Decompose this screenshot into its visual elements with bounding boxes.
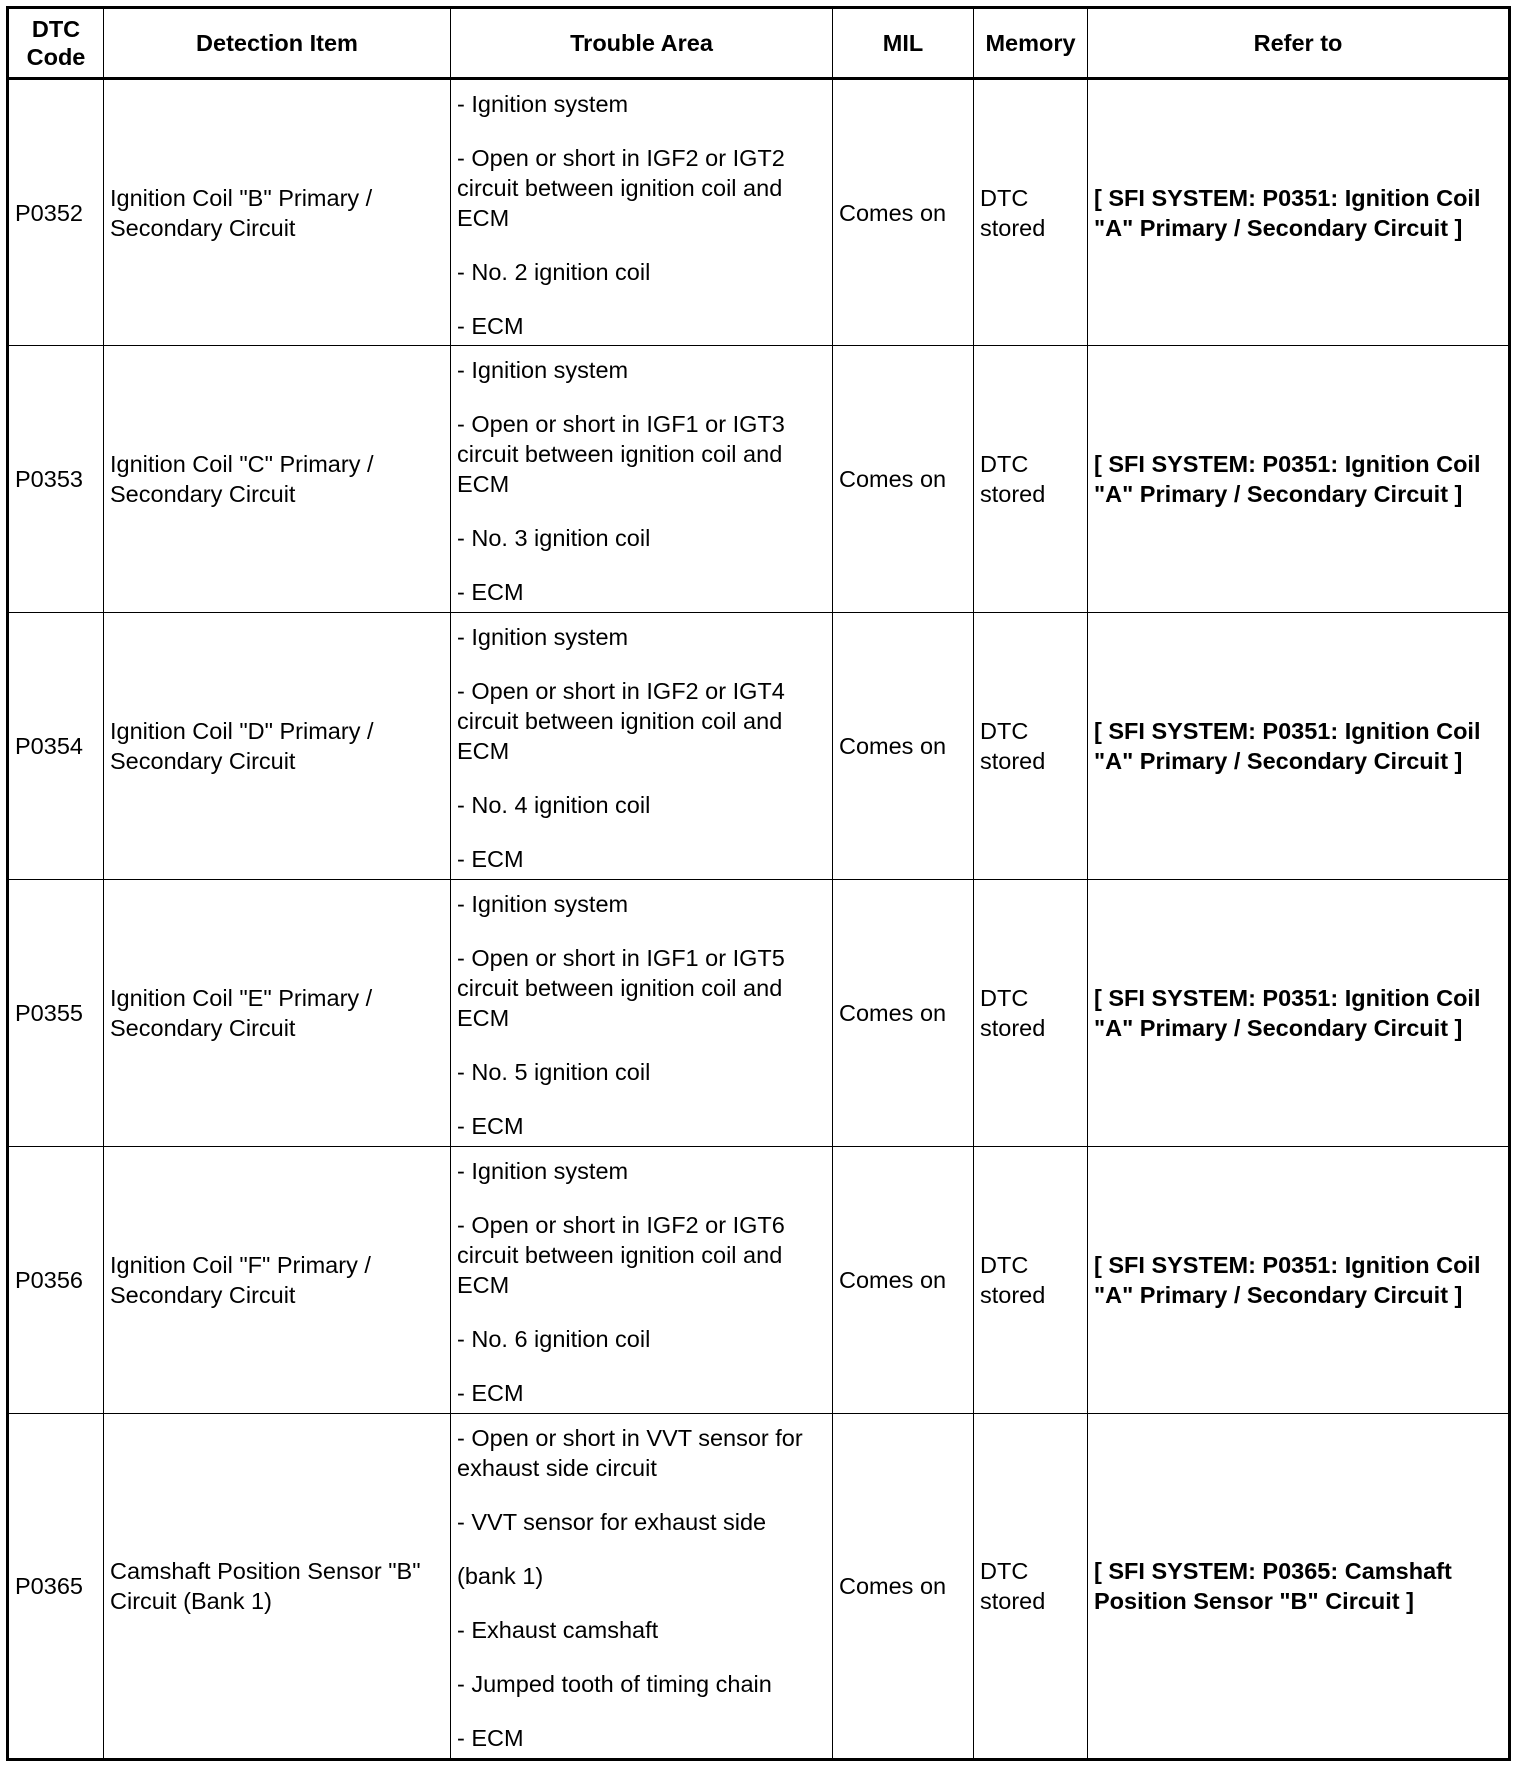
header-detection-item: Detection Item xyxy=(104,8,451,79)
header-row xyxy=(8,8,1510,79)
trouble-area-item: - Jumped tooth of timing chain xyxy=(457,1671,772,1697)
dtc-code-cell: P0353 xyxy=(8,346,104,613)
detection-item-cell: Ignition Coil "F" Primary / Secondary Circuit xyxy=(104,1147,451,1414)
refer-to-link[interactable]: [ SFI SYSTEM: P0351: Ignition Coil "A" Primary / Secondary Circuit ] xyxy=(1094,184,1481,241)
trouble-area-item: - Ignition system xyxy=(457,1158,629,1184)
trouble-area-item: - Open or short in IGF2 or IGT4 circuit between ignition coil and ECM xyxy=(457,678,785,764)
trouble-area-item: - No. 4 ignition coil xyxy=(457,792,651,818)
mil-cell: Comes on xyxy=(833,1147,974,1414)
table-row xyxy=(8,1414,1510,1760)
header-trouble-area: Trouble Area xyxy=(451,8,833,79)
memory-cell: DTC stored xyxy=(974,1147,1088,1414)
detection-item-cell: Ignition Coil "B" Primary / Secondary Circuit xyxy=(104,79,451,346)
table-row xyxy=(8,1147,1510,1414)
trouble-area-item: - ECM xyxy=(457,1725,524,1751)
dtc-code-cell: P0352 xyxy=(8,79,104,346)
trouble-area-list xyxy=(457,1423,826,1753)
refer-to-cell xyxy=(1088,880,1510,1147)
trouble-area-item: - ECM xyxy=(457,579,524,605)
refer-to-link[interactable]: [ SFI SYSTEM: P0351: Ignition Coil "A" Primary / Secondary Circuit ] xyxy=(1094,985,1481,1041)
trouble-area-cell xyxy=(451,1147,833,1414)
detection-item-cell: Ignition Coil "C" Primary / Secondary Circuit xyxy=(104,346,451,613)
trouble-area-item: - Ignition system xyxy=(457,357,629,383)
refer-to-link[interactable]: [ SFI SYSTEM: P0365: Camshaft Position Sensor "B" Circuit ] xyxy=(1094,1558,1452,1614)
dtc-code-cell: P0354 xyxy=(8,613,104,880)
mil-cell: Comes on xyxy=(833,880,974,1147)
trouble-area-item: - Open or short in IGF2 or IGT6 circuit between ignition coil and ECM xyxy=(457,1212,785,1298)
table-row xyxy=(8,79,1510,346)
trouble-area-item: - Ignition system xyxy=(457,624,629,650)
mil-cell: Comes on xyxy=(833,79,974,346)
trouble-area-item: - Ignition system xyxy=(457,90,629,117)
refer-to-cell xyxy=(1088,79,1510,346)
trouble-area-cell xyxy=(451,613,833,880)
memory-cell: DTC stored xyxy=(974,1414,1088,1760)
table-body xyxy=(8,79,1510,1760)
refer-to-link[interactable]: [ SFI SYSTEM: P0351: Ignition Coil "A" Primary / Secondary Circuit ] xyxy=(1094,451,1481,507)
detection-item-cell: Camshaft Position Sensor "B" Circuit (Bank 1) xyxy=(104,1414,451,1760)
detection-item-cell: Ignition Coil "E" Primary / Secondary Circuit xyxy=(104,880,451,1147)
trouble-area-item: - No. 2 ignition coil xyxy=(457,258,651,285)
mil-cell: Comes on xyxy=(833,1414,974,1760)
dtc-code-cell: P0365 xyxy=(8,1414,104,1760)
table-row xyxy=(8,346,1510,613)
trouble-area-cell xyxy=(451,346,833,613)
trouble-area-item: (bank 1) xyxy=(457,1563,544,1589)
memory-cell: DTC stored xyxy=(974,346,1088,613)
trouble-area-cell xyxy=(451,880,833,1147)
dtc-code-cell: P0356 xyxy=(8,1147,104,1414)
trouble-area-cell xyxy=(451,1414,833,1760)
header-mil: MIL xyxy=(833,8,974,79)
memory-cell: DTC stored xyxy=(974,79,1088,346)
trouble-area-list xyxy=(457,889,826,1141)
detection-item-cell: Ignition Coil "D" Primary / Secondary Circuit xyxy=(104,613,451,880)
refer-to-link[interactable]: [ SFI SYSTEM: P0351: Ignition Coil "A" Primary / Secondary Circuit ] xyxy=(1094,1252,1481,1308)
refer-to-cell xyxy=(1088,1147,1510,1414)
trouble-area-item: - ECM xyxy=(457,1113,524,1139)
dtc-table xyxy=(6,6,1511,1761)
table-row xyxy=(8,880,1510,1147)
refer-to-link[interactable]: [ SFI SYSTEM: P0351: Ignition Coil "A" Primary / Secondary Circuit ] xyxy=(1094,718,1481,774)
header-memory: Memory xyxy=(974,8,1088,79)
trouble-area-item: - Ignition system xyxy=(457,891,629,917)
trouble-area-list xyxy=(457,1156,826,1408)
header-refer-to: Refer to xyxy=(1088,8,1510,79)
trouble-area-item: - No. 6 ignition coil xyxy=(457,1326,651,1352)
trouble-area-item: - Exhaust camshaft xyxy=(457,1617,659,1643)
trouble-area-item: - Open or short in IGF2 or IGT2 circuit between ignition coil and ECM xyxy=(457,144,785,231)
mil-cell: Comes on xyxy=(833,613,974,880)
trouble-area-item: - Open or short in VVT sensor for exhaust side circuit xyxy=(457,1425,803,1481)
trouble-area-item: - Open or short in IGF1 or IGT3 circuit between ignition coil and ECM xyxy=(457,411,785,497)
trouble-area-item: - VVT sensor for exhaust side xyxy=(457,1509,767,1535)
trouble-area-cell xyxy=(451,79,833,346)
trouble-area-item: - Open or short in IGF1 or IGT5 circuit between ignition coil and ECM xyxy=(457,945,785,1031)
trouble-area-item: - ECM xyxy=(457,1380,524,1406)
memory-cell: DTC stored xyxy=(974,880,1088,1147)
memory-cell: DTC stored xyxy=(974,613,1088,880)
mil-cell: Comes on xyxy=(833,346,974,613)
trouble-area-item: - No. 3 ignition coil xyxy=(457,525,651,551)
refer-to-cell xyxy=(1088,613,1510,880)
trouble-area-list xyxy=(457,622,826,874)
trouble-area-item: - No. 5 ignition coil xyxy=(457,1059,651,1085)
refer-to-cell xyxy=(1088,1414,1510,1760)
trouble-area-item: - ECM xyxy=(457,312,524,339)
trouble-area-item: - ECM xyxy=(457,846,524,872)
trouble-area-list xyxy=(457,89,826,341)
trouble-area-list xyxy=(457,355,826,607)
dtc-code-cell: P0355 xyxy=(8,880,104,1147)
table-row xyxy=(8,613,1510,880)
header-dtc-code: DTC Code xyxy=(8,8,104,79)
refer-to-cell xyxy=(1088,346,1510,613)
